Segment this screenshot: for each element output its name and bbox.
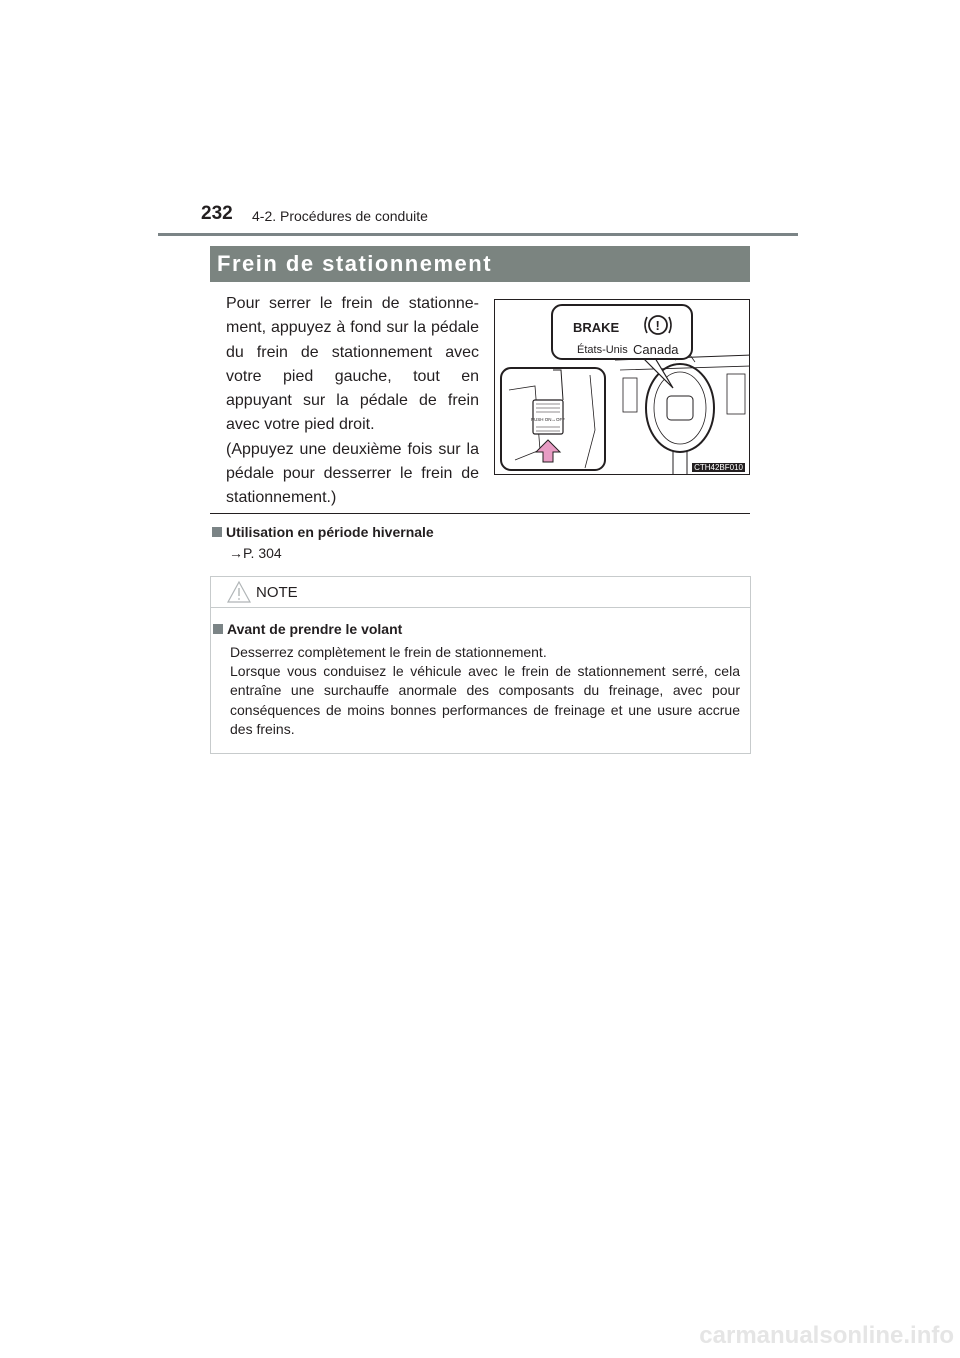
winter-heading bbox=[212, 524, 434, 540]
square-bullet-icon bbox=[212, 527, 222, 537]
header-rule bbox=[158, 233, 798, 236]
release-paragraph: (Appuyez une deuxième fois sur la pédale pour desserrer le frein de stationnement.) bbox=[226, 440, 479, 507]
section-reference: 4-2. Procédures de conduite bbox=[252, 208, 428, 224]
instruction-text bbox=[226, 292, 479, 511]
page-number: 232 bbox=[201, 203, 233, 224]
brake-indicator-text: BRAKE bbox=[573, 320, 620, 335]
note-label: NOTE bbox=[256, 584, 298, 601]
section-title: Frein de stationnement bbox=[217, 251, 493, 276]
note-paragraph: Lorsque vous conduisez le véhicule avec le frein de stationnement serré, cela entraîne une surchauffe anormale des composants du freinage, avec pour conséquences de moins bonnes performances de freinage et une usure accrue des freins. bbox=[230, 663, 740, 737]
note-header bbox=[211, 577, 750, 608]
instruction-paragraph: Pour serrer le frein de stationne-ment, appuyez à fond sur la pédale du frein de stationnement avec votre pied gauche, tout en appuyant sur la pédale de frein avec votre pied droit. bbox=[226, 295, 479, 434]
page-reference-link[interactable]: →P. 304 bbox=[229, 545, 282, 561]
section-divider bbox=[210, 513, 750, 514]
parking-brake-illustration bbox=[494, 299, 750, 475]
winter-heading-text: Utilisation en période hivernale bbox=[226, 524, 434, 540]
note-line: Desserrez complètement le frein de stationnement. bbox=[230, 644, 547, 660]
note-body bbox=[230, 643, 740, 739]
section-title-bar bbox=[210, 246, 750, 282]
note-subheading bbox=[213, 621, 402, 637]
note-box bbox=[210, 576, 751, 754]
pedal-label: PUSH ON↔OFF bbox=[530, 417, 566, 422]
dashboard-drawing bbox=[495, 300, 750, 475]
label-usa: États-Unis bbox=[577, 344, 628, 356]
note-subheading-text: Avant de prendre le volant bbox=[227, 621, 403, 637]
figure-code: CTH42BF010 bbox=[694, 463, 743, 472]
watermark: carmanualsonline.info bbox=[699, 1322, 954, 1349]
square-bullet-icon bbox=[213, 624, 223, 634]
warning-triangle-icon bbox=[226, 580, 252, 604]
brake-warning-symbol: ! bbox=[655, 318, 660, 333]
label-canada: Canada bbox=[633, 342, 679, 357]
